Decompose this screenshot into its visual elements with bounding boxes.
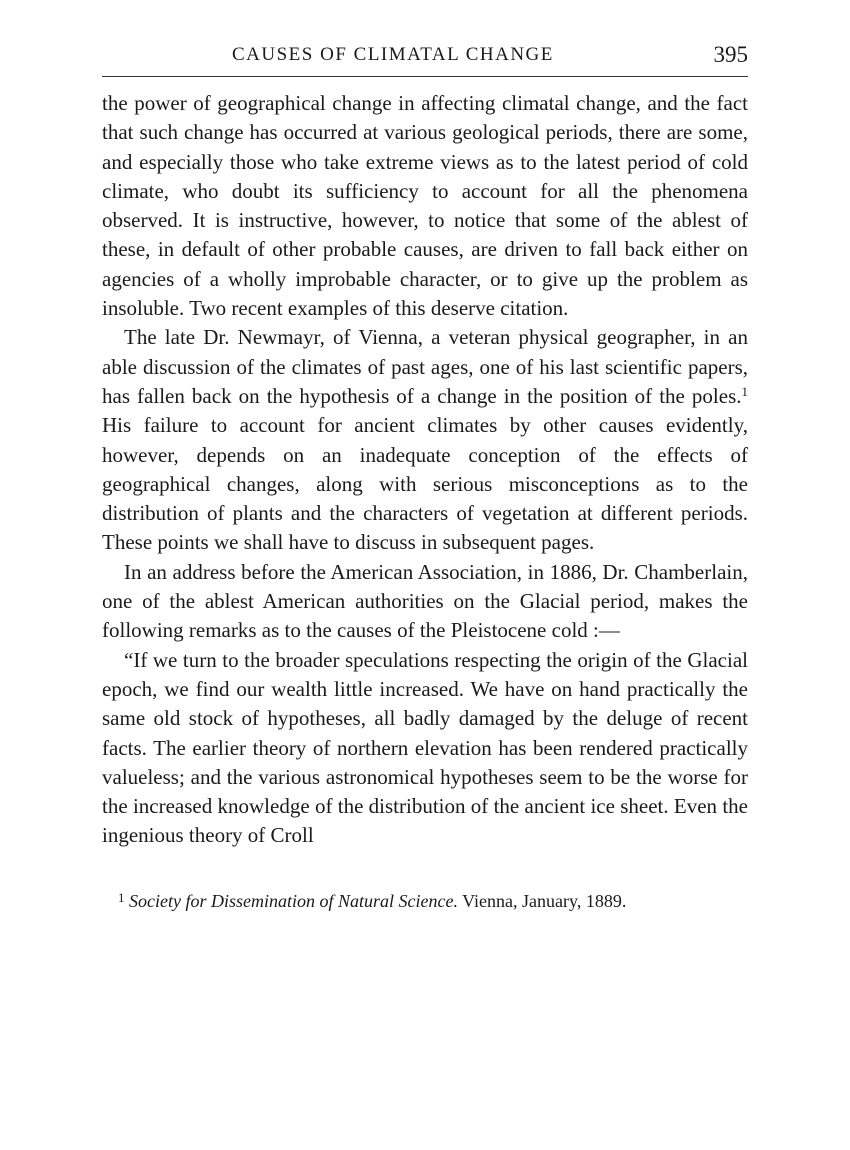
book-page [102, 38, 748, 914]
footnote-rest: Vienna, January, 1889. [462, 890, 627, 911]
paragraph-chamberlain: In an address before the American Association, in 1886, Dr. Chamberlain, one of the ablest American authorities on the Glacial period, makes the following remarks as to the causes of the Pleistocene cold :— [102, 559, 748, 643]
footnote-mark: 1 [118, 889, 125, 905]
paragraph-continued: the power of geographical change in affecting climatal change, and the fact that such change has occurred at various geological periods, there are some, and especially those who take extreme views as to the latest period of cold climate, who doubt its sufficiency to account for all the phenomena observed. It is instructive, however, to notice that some of the ablest of these, in default of other probable causes, are driven to fall back either on agencies of a wholly improbable character, or to give up the problem as insoluble. Two recent examples of this deserve citation. [102, 91, 748, 321]
paragraph-newmayr-text-2: His failure to account for ancient climates by other causes evidently, however, depends on an inadequate conception of the effects of geographical changes, along with serious misconceptions as to the distribution of plants and the characters of vegetation at different periods. These points we shall have to discuss in subsequent pages. [102, 413, 748, 555]
paragraph-newmayr [102, 323, 748, 557]
body-text [102, 89, 748, 851]
paragraph-newmayr-text-1: The late Dr. Newmayr, of Vienna, a veteran physical geographer, in an able discussion of the climates of past ages, one of his last scientific papers, has fallen back on the hypothesis of a change in the position of the poles. [102, 325, 748, 408]
page-number: 395 [713, 42, 748, 67]
footnote-title: Society for Dissemination of Natural Science. [129, 890, 458, 911]
footnote [102, 888, 748, 914]
running-head [102, 38, 748, 72]
paragraph-quotation: “If we turn to the broader speculations respecting the origin of the Glacial epoch, we find our wealth little increased. We have on hand practically the same old stock of hypotheses, all badly damaged by the deluge of recent facts. The earlier theory of northern elevation has been rendered practically valueless; and the various astronomical hypotheses seem to be the worse for the increased knowledge of the distribution of the ancient ice sheet. Even the ingenious theory of Croll [102, 647, 748, 848]
header-rule [102, 76, 748, 77]
footnote-reference: 1 [741, 383, 748, 399]
running-title: CAUSES OF CLIMATAL CHANGE [232, 44, 554, 65]
